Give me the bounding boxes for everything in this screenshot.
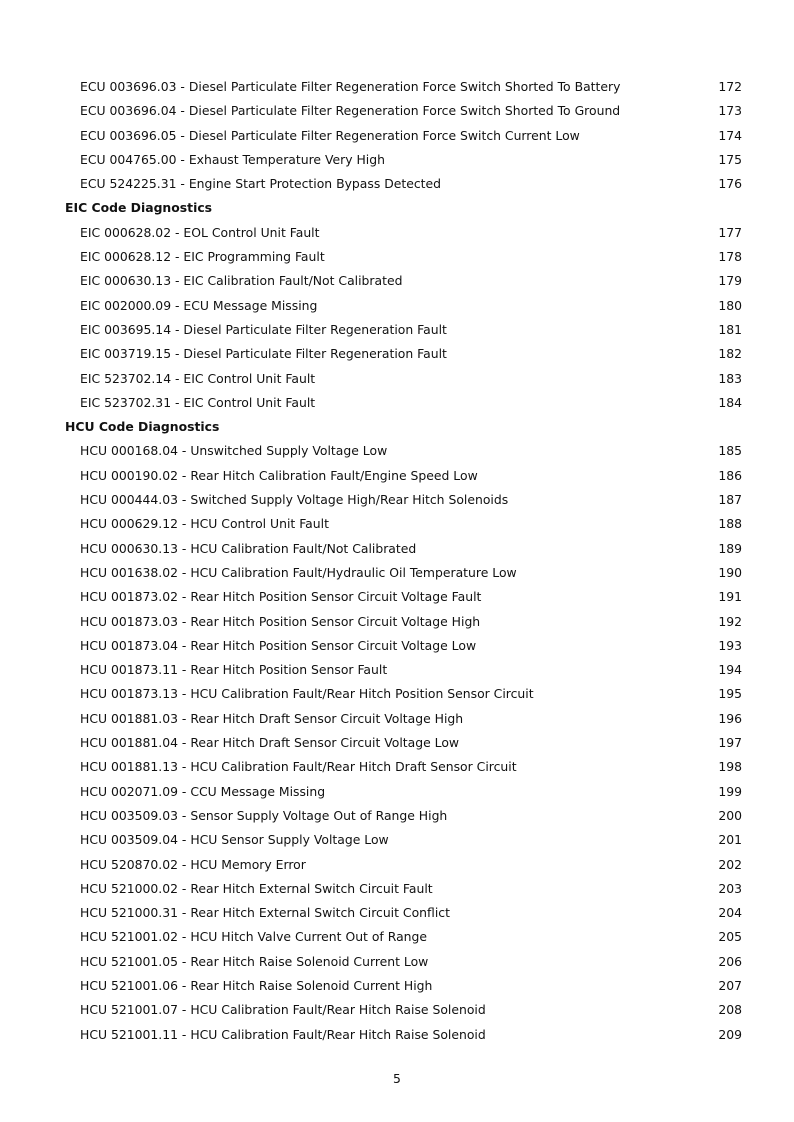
toc-entry-page-number: 188 xyxy=(718,516,742,532)
toc-entry-title: EIC 523702.31 - EIC Control Unit Fault xyxy=(80,394,316,410)
toc-entry[interactable] xyxy=(0,974,794,998)
toc-entry-title: HCU 001638.02 - HCU Calibration Fault/Hydraulic Oil Temperature Low xyxy=(80,564,517,580)
toc-entry-page-number: 206 xyxy=(718,953,742,969)
toc-entry[interactable] xyxy=(0,464,794,488)
toc-entry-title: HCU 000444.03 - Switched Supply Voltage High/Rear Hitch Solenoids xyxy=(80,492,509,508)
toc-entry[interactable] xyxy=(0,610,794,634)
toc-entry-page-number: 196 xyxy=(718,710,742,726)
toc-entry[interactable] xyxy=(0,537,794,561)
toc-entry[interactable] xyxy=(0,877,794,901)
toc-heading-text: HCU Code Diagnostics xyxy=(65,419,220,435)
toc-entry-page-number: 197 xyxy=(718,735,742,751)
toc-entry[interactable] xyxy=(0,901,794,925)
toc-entry[interactable] xyxy=(0,318,794,342)
toc-entry[interactable] xyxy=(0,1023,794,1047)
toc-entry-page-number: 181 xyxy=(718,321,742,337)
toc-entry-page-number: 190 xyxy=(718,564,742,580)
toc-entry-title: HCU 001873.13 - HCU Calibration Fault/Rear Hitch Position Sensor Circuit xyxy=(80,686,534,702)
toc-entry[interactable] xyxy=(0,731,794,755)
toc-entry-page-number: 193 xyxy=(718,637,742,653)
toc-entry-title: HCU 520870.02 - HCU Memory Error xyxy=(80,856,306,872)
toc-entry-page-number: 180 xyxy=(718,297,742,313)
toc-entry[interactable] xyxy=(0,75,794,99)
toc-entry[interactable] xyxy=(0,682,794,706)
toc-entry-title: HCU 001881.04 - Rear Hitch Draft Sensor Circuit Voltage Low xyxy=(80,735,460,751)
toc-entry-title: ECU 004765.00 - Exhaust Temperature Very High xyxy=(80,151,385,167)
toc-entry-title: ECU 524225.31 - Engine Start Protection Bypass Detected xyxy=(80,176,442,192)
toc-entry-title: EIC 523702.14 - EIC Control Unit Fault xyxy=(80,370,316,386)
toc-entry-title: EIC 000630.13 - EIC Calibration Fault/Not Calibrated xyxy=(80,273,403,289)
toc-entry[interactable] xyxy=(0,804,794,828)
toc-entry[interactable] xyxy=(0,512,794,536)
toc-heading-text: EIC Code Diagnostics xyxy=(65,200,213,216)
toc-entry-title: HCU 000168.04 - Unswitched Supply Voltage Low xyxy=(80,443,388,459)
toc-entry-title: HCU 003509.04 - HCU Sensor Supply Voltage Low xyxy=(80,832,389,848)
toc-entry-title: HCU 521000.02 - Rear Hitch External Switch Circuit Fault xyxy=(80,880,433,896)
toc-entry[interactable] xyxy=(0,172,794,196)
toc-entry-page-number: 175 xyxy=(718,151,742,167)
toc-entry-title: ECU 003696.03 - Diesel Particulate Filter Regeneration Force Switch Shorted To Battery xyxy=(80,79,621,94)
toc-entry-page-number: 192 xyxy=(718,613,742,629)
toc-entry[interactable] xyxy=(0,367,794,391)
toc-entry-title: HCU 521001.02 - HCU Hitch Valve Current Out of Range xyxy=(80,929,428,945)
toc-entry-page-number: 179 xyxy=(718,273,742,289)
toc-entry[interactable] xyxy=(0,658,794,682)
toc-entry[interactable] xyxy=(0,148,794,172)
toc-entry-page-number: 198 xyxy=(718,759,742,775)
toc-entry[interactable] xyxy=(0,561,794,585)
toc-entry-title: HCU 521001.11 - HCU Calibration Fault/Rear Hitch Raise Solenoid xyxy=(80,1026,486,1042)
toc-entry-page-number: 204 xyxy=(718,905,742,921)
toc-entry[interactable] xyxy=(0,439,794,463)
toc-entry-title: EIC 002000.09 - ECU Message Missing xyxy=(80,297,318,313)
toc-entry-title: HCU 521001.06 - Rear Hitch Raise Solenoid Current High xyxy=(80,977,433,993)
toc-entry-title: EIC 000628.12 - EIC Programming Fault xyxy=(80,249,325,265)
toc-entry[interactable] xyxy=(0,780,794,804)
toc-entry-page-number: 189 xyxy=(718,540,742,556)
toc-entry[interactable] xyxy=(0,707,794,731)
toc-entry[interactable] xyxy=(0,99,794,123)
toc-entry-page-number: 185 xyxy=(718,443,742,459)
toc-entry[interactable] xyxy=(0,221,794,245)
toc-entry-title: EIC 003695.14 - Diesel Particulate Filter Regeneration Fault xyxy=(80,321,447,337)
toc-entry-page-number: 201 xyxy=(718,832,742,848)
toc-entry-title: HCU 001873.02 - Rear Hitch Position Sensor Circuit Voltage Fault xyxy=(80,589,482,605)
toc-entry-page-number: 202 xyxy=(718,856,742,872)
toc-entry[interactable] xyxy=(0,391,794,415)
toc-entry-page-number: 187 xyxy=(718,492,742,508)
toc-entry[interactable] xyxy=(0,755,794,779)
toc-entry-page-number: 183 xyxy=(718,370,742,386)
toc-entry[interactable] xyxy=(0,828,794,852)
toc-entry-title: HCU 521001.07 - HCU Calibration Fault/Rear Hitch Raise Solenoid xyxy=(80,1002,486,1018)
toc-entry-page-number: 208 xyxy=(718,1002,742,1018)
toc-section-heading xyxy=(0,196,794,220)
toc-entry-page-number: 186 xyxy=(718,467,742,483)
toc-entry-title: HCU 000630.13 - HCU Calibration Fault/Not Calibrated xyxy=(80,540,417,556)
toc-entry-title: HCU 001873.03 - Rear Hitch Position Sensor Circuit Voltage High xyxy=(80,613,481,629)
toc-entry-page-number: 195 xyxy=(718,686,742,702)
toc-entry-page-number: 176 xyxy=(718,176,742,192)
toc-entry-title: EIC 000628.02 - EOL Control Unit Fault xyxy=(80,224,320,240)
toc-entry-page-number: 207 xyxy=(718,977,742,993)
toc-entry[interactable] xyxy=(0,585,794,609)
toc-entry-page-number: 199 xyxy=(718,783,742,799)
toc-entry-page-number: 178 xyxy=(718,249,742,265)
toc-entry-title: EIC 003719.15 - Diesel Particulate Filter Regeneration Fault xyxy=(80,346,447,362)
toc-entry[interactable] xyxy=(0,853,794,877)
toc-entry-title: HCU 002071.09 - CCU Message Missing xyxy=(80,783,326,799)
toc-entry-title: HCU 000190.02 - Rear Hitch Calibration Fault/Engine Speed Low xyxy=(80,467,478,483)
toc-entry[interactable] xyxy=(0,269,794,293)
toc-entry[interactable] xyxy=(0,488,794,512)
toc-entry-page-number: 194 xyxy=(718,662,742,678)
toc-entry-page-number: 205 xyxy=(718,929,742,945)
toc-entry-title: HCU 000629.12 - HCU Control Unit Fault xyxy=(80,516,329,532)
toc-entry-title: HCU 003509.03 - Sensor Supply Voltage Out of Range High xyxy=(80,807,448,823)
toc-entry-title: HCU 521000.31 - Rear Hitch External Switch Circuit Conflict xyxy=(80,905,450,921)
toc-entry[interactable] xyxy=(0,245,794,269)
toc-entry[interactable] xyxy=(0,634,794,658)
toc-entry-title: HCU 521001.05 - Rear Hitch Raise Solenoid Current Low xyxy=(80,953,429,969)
toc-entry-page-number: 209 xyxy=(718,1026,742,1042)
toc-entry-title: ECU 003696.04 - Diesel Particulate Filter Regeneration Force Switch Shorted To Ground xyxy=(80,103,621,119)
toc-entry-page-number: 200 xyxy=(718,807,742,823)
toc-entry-title: HCU 001881.13 - HCU Calibration Fault/Rear Hitch Draft Sensor Circuit xyxy=(80,759,517,775)
toc-entry[interactable] xyxy=(0,294,794,318)
toc-entry-page-number: 184 xyxy=(718,394,742,410)
toc-entry[interactable] xyxy=(0,950,794,974)
toc-entry[interactable] xyxy=(0,342,794,366)
toc-entry-page-number: 174 xyxy=(718,127,742,143)
toc-entry-title: HCU 001873.04 - Rear Hitch Position Sensor Circuit Voltage Low xyxy=(80,637,477,653)
toc-entry[interactable] xyxy=(0,998,794,1022)
toc-section-heading xyxy=(0,415,794,439)
toc-entry[interactable] xyxy=(0,124,794,148)
toc-entry-title: ECU 003696.05 - Diesel Particulate Filter Regeneration Force Switch Current Low xyxy=(80,127,580,143)
toc-entry-page-number: 182 xyxy=(718,346,742,362)
toc-entry-page-number: 172 xyxy=(718,79,742,94)
toc-entry-page-number: 177 xyxy=(718,224,742,240)
table-of-contents xyxy=(0,75,794,1047)
toc-entry-page-number: 173 xyxy=(718,103,742,119)
toc-entry-title: HCU 001881.03 - Rear Hitch Draft Sensor Circuit Voltage High xyxy=(80,710,464,726)
page-number: 5 xyxy=(393,1071,401,1086)
toc-entry-page-number: 203 xyxy=(718,880,742,896)
toc-entry-page-number: 191 xyxy=(718,589,742,605)
toc-entry[interactable] xyxy=(0,925,794,949)
toc-entry-title: HCU 001873.11 - Rear Hitch Position Sensor Fault xyxy=(80,662,388,678)
